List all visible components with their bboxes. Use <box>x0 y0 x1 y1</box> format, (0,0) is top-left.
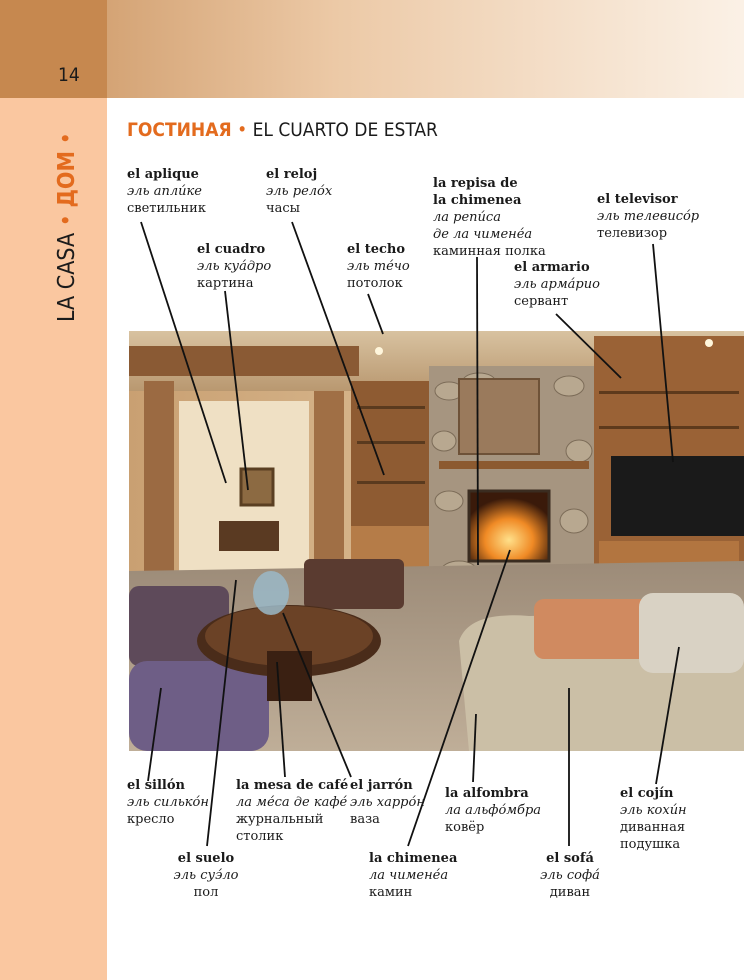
label-es: el televisor <box>597 192 678 207</box>
label-ru: ковёр <box>445 820 485 835</box>
section-label-es: LA CASA <box>54 232 80 322</box>
page-title <box>127 119 438 141</box>
label-ru-line2: столик <box>236 829 284 844</box>
label-es: el armario <box>514 260 590 275</box>
label-cuadro <box>197 241 271 292</box>
label-ru: каминная полка <box>433 244 546 259</box>
label-transcription: эль апли́ке <box>127 184 202 199</box>
label-es: la chimenea <box>369 851 458 866</box>
label-es: el jarrón <box>350 778 413 793</box>
label-ru: диван <box>549 885 591 900</box>
label-transcription: эль телевисо́р <box>597 209 700 224</box>
label-transcription: ла ме́са де кафе́ <box>236 795 348 810</box>
label-transcription: ла репи́са <box>433 210 501 225</box>
label-ru: ваза <box>350 812 380 827</box>
label-transcription: эль рело́х <box>266 184 333 199</box>
label-es-line2: la chimenea <box>433 193 522 208</box>
label-es: el techo <box>347 242 406 257</box>
page-title-ru: ГОСТИНАЯ <box>127 119 232 141</box>
label-repisa <box>433 175 546 260</box>
page-title-separator: • <box>237 119 248 141</box>
label-ru: журнальный <box>236 812 324 827</box>
label-sillon <box>127 777 209 828</box>
label-ru-line2: подушка <box>620 837 681 852</box>
label-transcription: эль кохи́н <box>620 803 687 818</box>
label-mesa <box>236 777 348 845</box>
label-transcription: эль харро́н <box>350 795 425 810</box>
page-tab <box>0 0 107 98</box>
label-ru: светильник <box>127 201 206 216</box>
label-armario <box>514 259 600 310</box>
label-chimenea <box>369 850 457 901</box>
label-ru: пол <box>193 885 219 900</box>
label-transcription: эль силько́н <box>127 795 209 810</box>
label-ru: потолок <box>347 276 403 291</box>
section-label <box>54 132 80 322</box>
label-ru: телевизор <box>597 226 668 241</box>
label-aplique <box>127 166 206 217</box>
section-label-separator: • <box>54 214 80 227</box>
label-ru: камин <box>369 885 413 900</box>
section-label-tail: • <box>54 132 80 145</box>
label-es: la mesa de café <box>236 778 349 793</box>
label-es: el cojín <box>620 786 674 801</box>
label-ru: картина <box>197 276 254 291</box>
label-transcription: эль софа́ <box>540 868 600 883</box>
section-label-ru: ДОМ <box>54 150 80 208</box>
label-ru: сервант <box>514 294 569 309</box>
label-es: el cuadro <box>197 242 266 257</box>
label-es: la alfombra <box>445 786 529 801</box>
label-es: la repisa de <box>433 176 518 191</box>
label-es: el reloj <box>266 167 318 182</box>
page-title-es: EL CUARTO DE ESTAR <box>252 119 438 141</box>
label-transcription: эль те́чо <box>347 259 410 274</box>
label-transcription: ла чимене́а <box>369 868 449 883</box>
top-band <box>0 0 744 98</box>
label-transcription: эль куа́дро <box>197 259 272 274</box>
label-es: el aplique <box>127 167 199 182</box>
label-ru: диванная <box>620 820 686 835</box>
label-jarron <box>350 777 425 828</box>
living-room-photo <box>129 331 744 751</box>
label-transcription: эль арма́рио <box>514 277 600 292</box>
page-number: 14 <box>58 64 80 86</box>
label-es: el sofá <box>546 851 594 866</box>
label-sofa <box>530 850 610 901</box>
label-transcription-line2: де ла чимене́а <box>433 227 533 242</box>
label-ru: кресло <box>127 812 175 827</box>
label-cojin <box>620 785 687 853</box>
label-es: el suelo <box>177 851 235 866</box>
label-transcription: ла альфо́мбра <box>445 803 542 818</box>
label-suelo <box>156 850 256 901</box>
label-techo <box>347 241 410 292</box>
label-es: el sillón <box>127 778 185 793</box>
label-televisor <box>597 191 699 242</box>
label-transcription: эль суэ́ло <box>173 868 239 883</box>
label-alfombra <box>445 785 541 836</box>
label-reloj <box>266 166 332 217</box>
label-ru: часы <box>266 201 300 216</box>
